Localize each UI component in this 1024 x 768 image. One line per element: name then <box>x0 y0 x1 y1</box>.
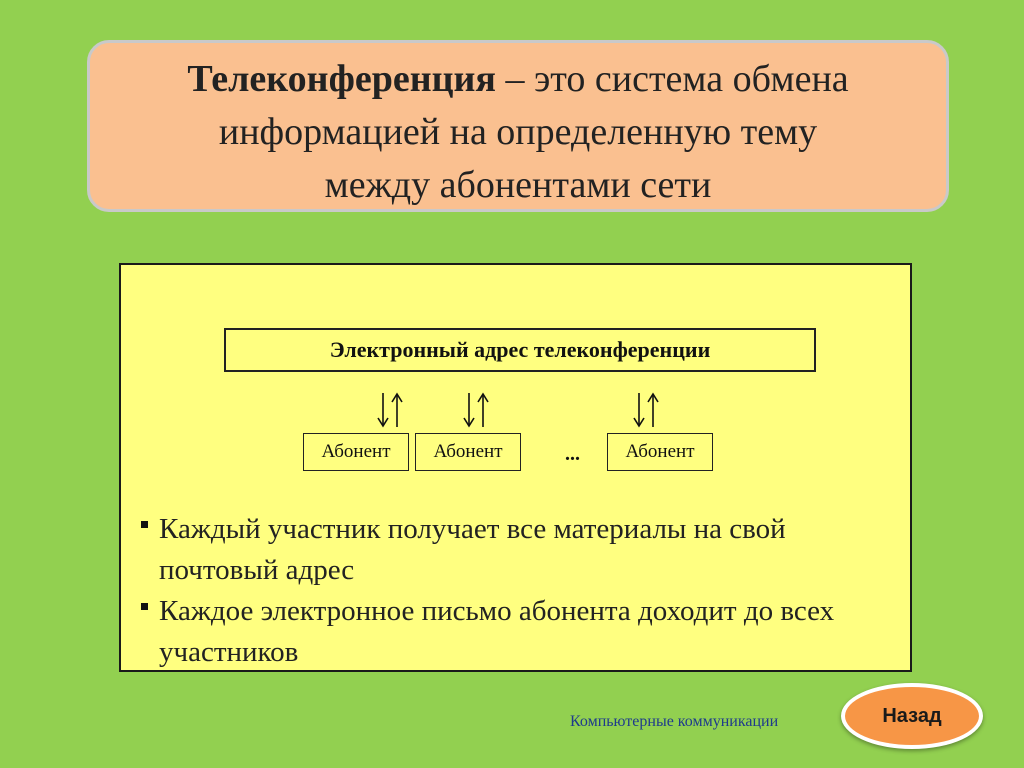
square-bullet-icon <box>141 603 148 610</box>
bidirectional-arrows-icon <box>373 391 407 429</box>
subscriber-box: Абонент <box>415 433 521 471</box>
definition-line-3: между абонентами сети <box>324 164 712 206</box>
subscriber-box: Абонент <box>607 433 713 471</box>
subscriber-ellipsis: ... <box>565 443 580 465</box>
bidirectional-arrows-icon <box>629 391 663 429</box>
definition-term: Телеконференция <box>187 58 496 100</box>
subscriber-box: Абонент <box>303 433 409 471</box>
definition-box <box>87 40 949 212</box>
definition-line-1-rest: – это система обмена <box>495 58 849 100</box>
definition-line-2: информацией на определенную тему <box>218 111 818 153</box>
diagram-panel <box>119 263 912 672</box>
conference-address-box: Электронный адрес телеконференции <box>224 328 816 372</box>
bullet-text: Каждый участник получает все материалы на свой почтовый адрес <box>159 513 786 586</box>
definition-line-1 <box>90 53 946 106</box>
square-bullet-icon <box>141 521 148 528</box>
bullet-item <box>141 591 911 673</box>
back-button[interactable]: Назад <box>841 683 983 749</box>
bidirectional-arrows-icon <box>459 391 493 429</box>
bullet-list <box>141 509 911 673</box>
bullet-text: Каждое электронное письмо абонента доходит до всех участников <box>159 595 835 668</box>
bullet-item <box>141 509 911 591</box>
footer-title: Компьютерные коммуникации <box>570 713 779 730</box>
